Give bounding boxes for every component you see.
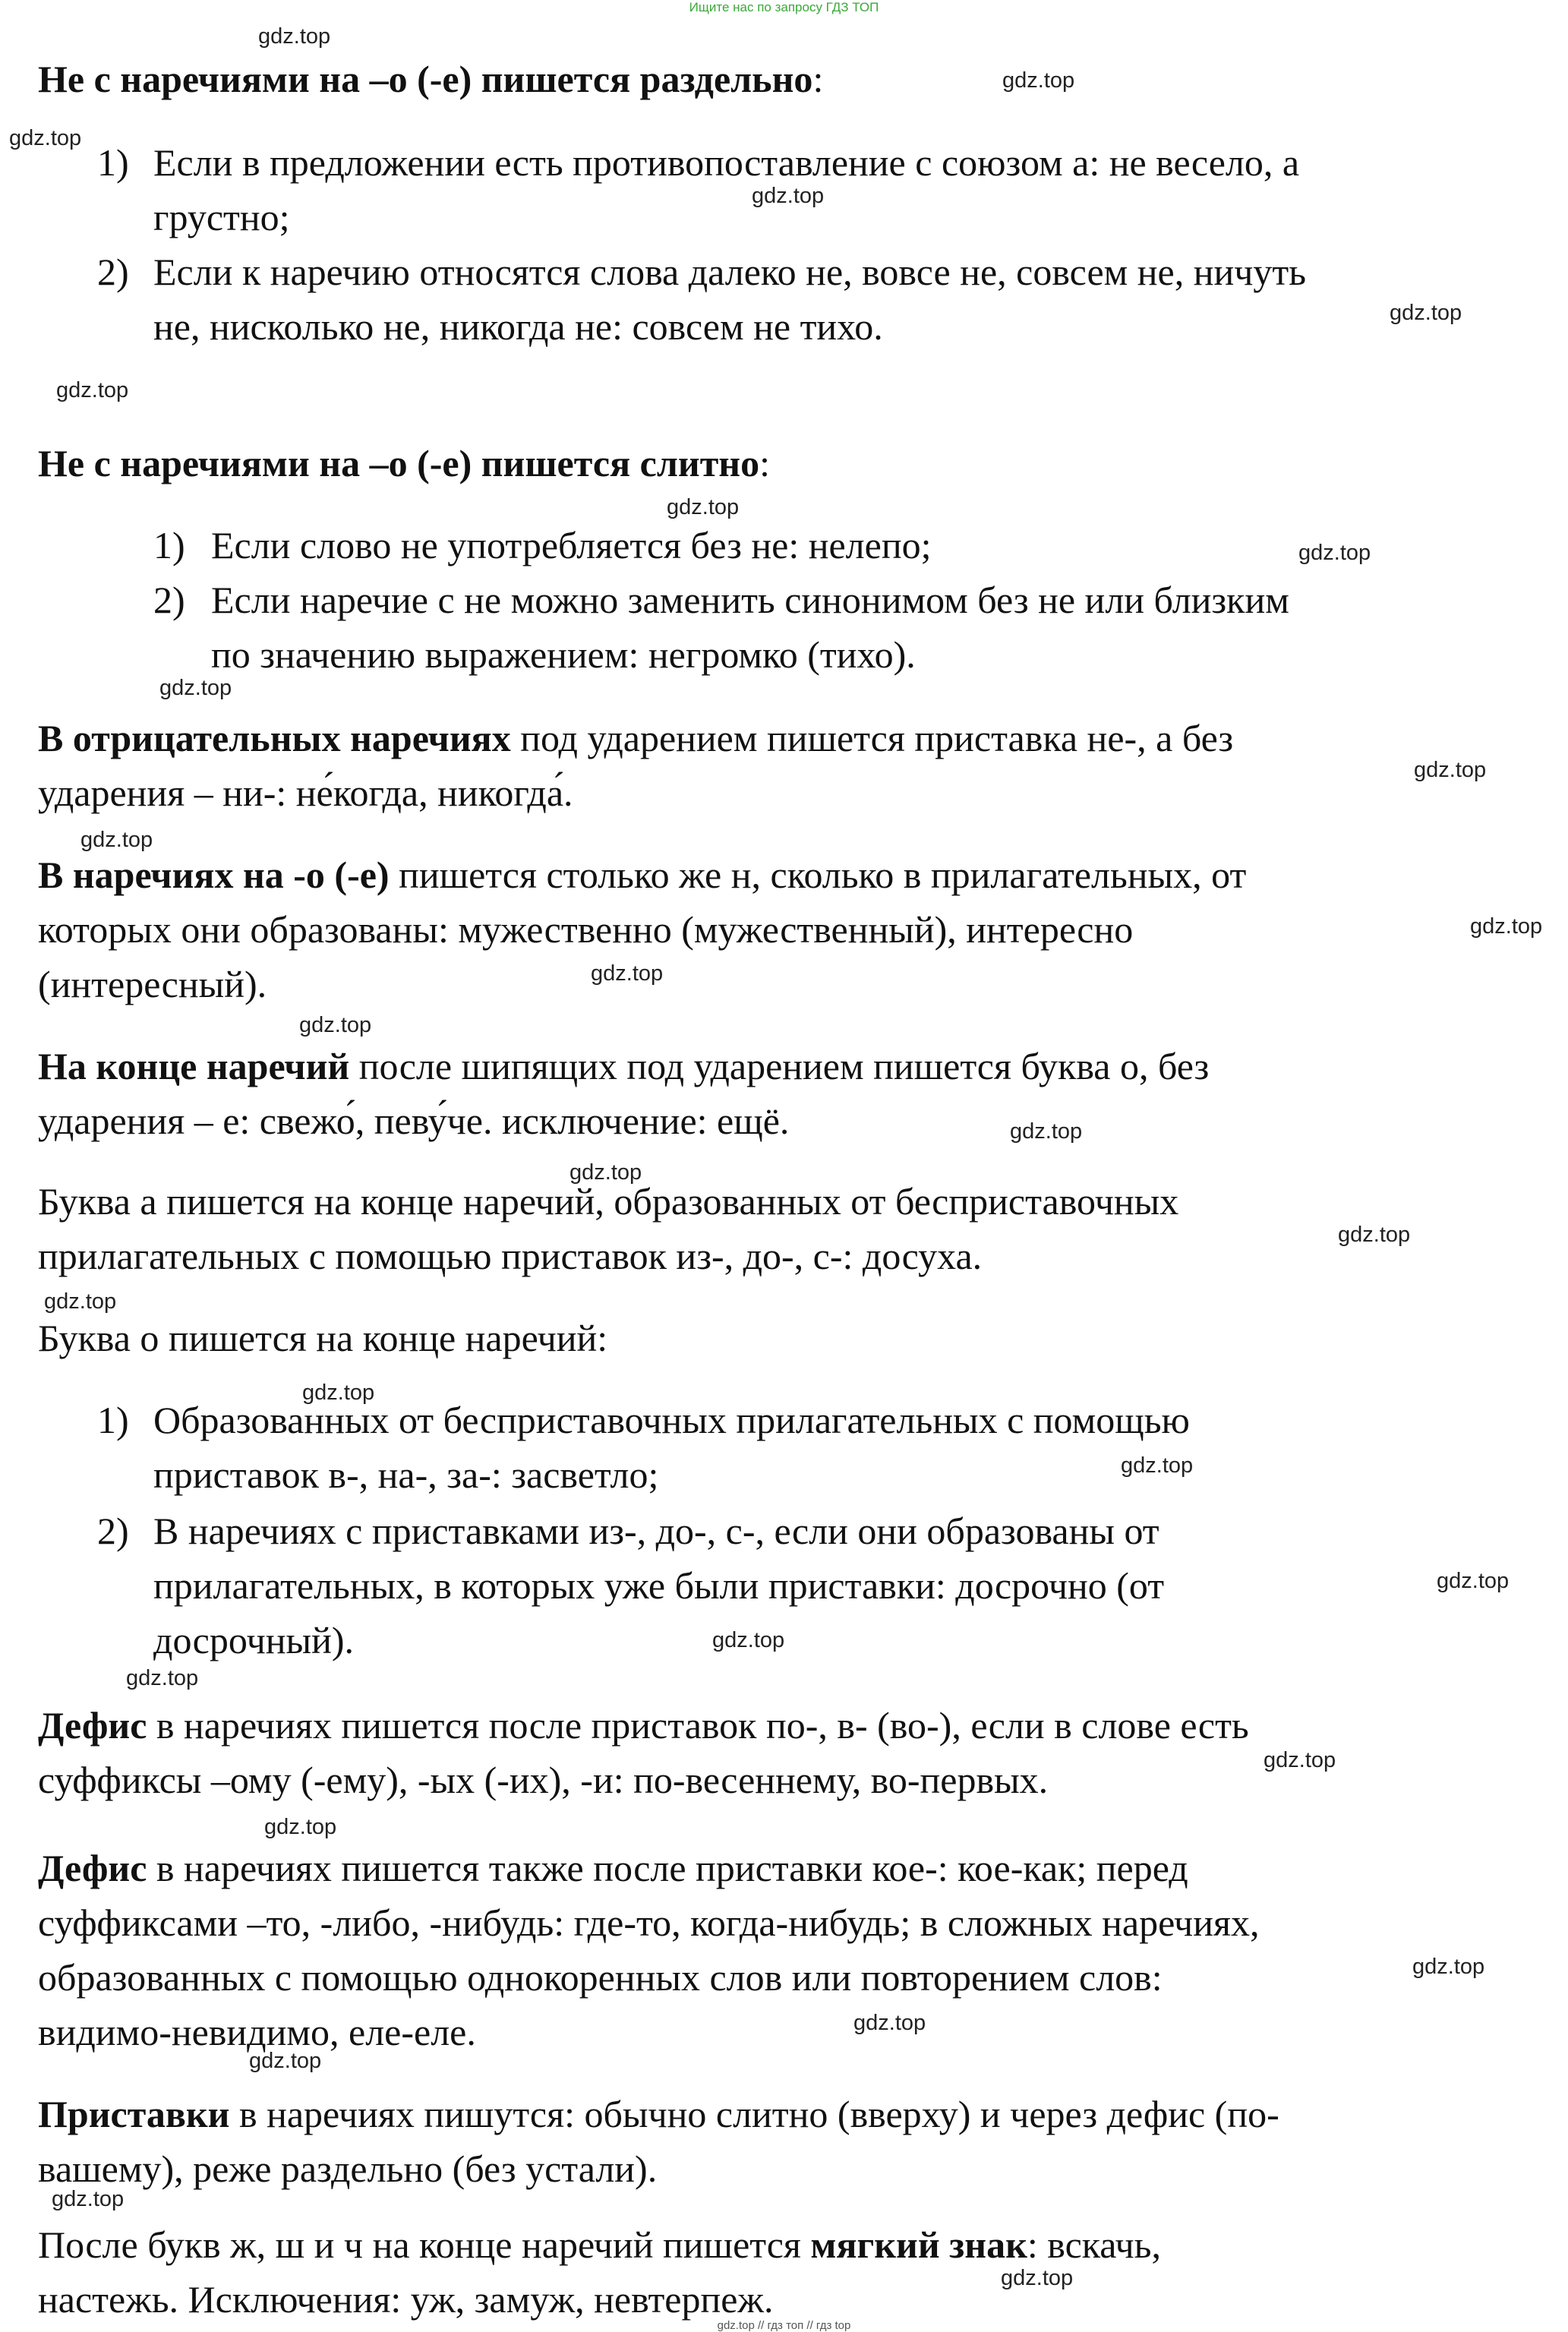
term-bold: Дефис xyxy=(38,1847,147,1889)
list-item-line: Если слово не употребляется без не: нелепо; xyxy=(211,524,932,566)
watermark: gdz.top xyxy=(1010,1119,1083,1144)
paragraph-line: настежь. Исключения: уж, замуж, невтерпеж. xyxy=(38,2278,774,2321)
list-item-line: Если наречие с не можно заменить синонимом без не или близким xyxy=(211,579,1289,621)
term-bold: мягкий знак xyxy=(810,2223,1027,2266)
paragraph-line: суффиксами –то, -либо, -нибудь: где-то, когда-нибудь; в сложных наречиях, xyxy=(38,1901,1260,1944)
paragraph-text: в наречиях пишутся: обычно слитно (вверху) и через дефис (по- xyxy=(229,2093,1279,2135)
paragraph-text: в наречиях пишется также после приставки кое-: кое-как; перед xyxy=(147,1847,1188,1889)
watermark: gdz.top xyxy=(52,2187,125,2211)
list-item-line: не, нисколько не, никогда не: совсем не тихо. xyxy=(153,305,883,348)
paragraph-line: вашему), реже раздельно (без устали). xyxy=(38,2147,658,2190)
list-item-line: Если к наречию относятся слова далеко не, вовсе не, совсем не, ничуть xyxy=(153,251,1307,293)
watermark: gdz.top xyxy=(258,24,331,49)
paragraph-text: После букв ж, ш и ч на конце наречий пишется xyxy=(38,2223,811,2266)
paragraph-text: под ударением пишется приставка не-, а без xyxy=(510,717,1234,759)
paragraph-line: прилагательных с помощью приставок из-, до-, с-: досуха. xyxy=(38,1235,983,1277)
paragraph-line: видимо-невидимо, еле-еле. xyxy=(38,2011,476,2053)
watermark: gdz.top xyxy=(1121,1453,1194,1478)
watermark: gdz.top xyxy=(1338,1223,1411,1247)
term-bold: Приставки xyxy=(38,2093,230,2135)
list-item-line: Образованных от бесприставочных прилагательных с помощью xyxy=(153,1399,1190,1441)
watermark: gdz.top xyxy=(299,1013,372,1037)
paragraph-line xyxy=(38,847,1246,902)
watermark: gdz.top xyxy=(1470,914,1543,939)
paragraph-line xyxy=(38,2217,1161,2272)
term-bold: В наречиях на -о (-е) xyxy=(38,854,390,896)
watermark: gdz.top xyxy=(752,184,825,208)
paragraph-line: Буква о пишется на конце наречий: xyxy=(38,1317,608,1359)
watermark: gdz.top xyxy=(44,1289,117,1314)
paragraph-line: образованных с помощью однокоренных слов или повторением слов: xyxy=(38,1956,1163,1999)
watermark: gdz.top xyxy=(80,828,153,852)
footer: gdz.top // гдз топ // гдз top xyxy=(717,2319,851,2332)
watermark: gdz.top xyxy=(712,1628,785,1652)
term-bold: Дефис xyxy=(38,1704,147,1747)
watermark: gdz.top xyxy=(302,1381,375,1405)
watermark: gdz.top xyxy=(1264,1748,1336,1772)
list-number: 2) xyxy=(97,1510,129,1552)
paragraph-line xyxy=(38,2087,1279,2141)
paragraph-line xyxy=(38,1039,1209,1093)
list-number: 1) xyxy=(97,1399,129,1441)
watermark: gdz.top xyxy=(1298,541,1371,565)
watermark: gdz.top xyxy=(9,126,82,150)
watermark: gdz.top xyxy=(1414,758,1487,782)
list-item-line: приставок в-, на-, за-: засветло; xyxy=(153,1453,659,1496)
watermark: gdz.top xyxy=(569,1160,642,1185)
paragraph-line: которых они образованы: мужественно (мужественный), интересно xyxy=(38,908,1134,951)
paragraph-line: ударения – ни-: не́когда, никогда́. xyxy=(38,772,573,814)
watermark: gdz.top xyxy=(591,961,664,986)
watermark: gdz.top xyxy=(1437,1569,1510,1593)
list-item-line: по значению выражением: негромко (тихо). xyxy=(211,633,916,676)
top-banner: Ищите нас по запросу ГДЗ ТОП xyxy=(689,0,879,14)
heading-colon: : xyxy=(812,58,824,100)
watermark: gdz.top xyxy=(249,2049,322,2073)
term-bold: В отрицательных наречиях xyxy=(38,717,511,759)
watermark: gdz.top xyxy=(126,1666,199,1690)
section-heading xyxy=(38,436,770,491)
watermark: gdz.top xyxy=(1001,2266,1074,2290)
paragraph-line xyxy=(38,1698,1249,1753)
paragraph-text: после шипящих под ударением пишется буква о, без xyxy=(349,1045,1210,1087)
term-bold: На конце наречий xyxy=(38,1045,350,1087)
list-number: 1) xyxy=(97,141,129,184)
list-number: 2) xyxy=(97,251,129,293)
list-item-line: прилагательных, в которых уже были приставки: досрочно (от xyxy=(153,1564,1165,1607)
list-item-line: Если в предложении есть противопоставление с союзом а: не весело, а xyxy=(153,141,1300,184)
paragraph-text: : вскачь, xyxy=(1027,2223,1161,2266)
watermark: gdz.top xyxy=(667,495,740,519)
section-heading xyxy=(38,52,823,106)
paragraph-line xyxy=(38,1841,1188,1895)
paragraph-line: суффиксы –ому (-ему), -ых (-их), -и: по-весеннему, во-первых. xyxy=(38,1759,1049,1801)
list-item-line: грустно; xyxy=(153,196,290,238)
watermark: gdz.top xyxy=(1390,301,1462,325)
heading-bold: Не с наречиями на –о (-е) пишется слитно xyxy=(38,442,760,484)
watermark: gdz.top xyxy=(56,378,129,402)
heading-bold: Не с наречиями на –о (-е) пишется раздельно xyxy=(38,58,813,100)
heading-colon: : xyxy=(759,442,770,484)
paragraph-line: Буква а пишется на конце наречий, образованных от бесприставочных xyxy=(38,1180,1179,1223)
paragraph-line: (интересный). xyxy=(38,963,267,1005)
watermark: gdz.top xyxy=(1412,1955,1485,1979)
list-number: 2) xyxy=(153,579,185,621)
list-number: 1) xyxy=(153,524,185,566)
watermark: gdz.top xyxy=(853,2011,926,2035)
paragraph-line: ударения – е: свежо́, певу́че. исключение: ещё. xyxy=(38,1100,790,1142)
list-item-line: В наречиях с приставками из-, до-, с-, если они образованы от xyxy=(153,1510,1159,1552)
paragraph-text: в наречиях пишется после приставок по-, в- (во-), если в слове есть xyxy=(147,1704,1249,1747)
watermark: gdz.top xyxy=(159,676,232,700)
list-item-line: досрочный). xyxy=(153,1619,354,1661)
watermark: gdz.top xyxy=(1002,68,1075,93)
paragraph-line xyxy=(38,711,1233,765)
paragraph-text: пишется столько же н, сколько в прилагательных, от xyxy=(389,854,1247,896)
watermark: gdz.top xyxy=(264,1815,337,1839)
